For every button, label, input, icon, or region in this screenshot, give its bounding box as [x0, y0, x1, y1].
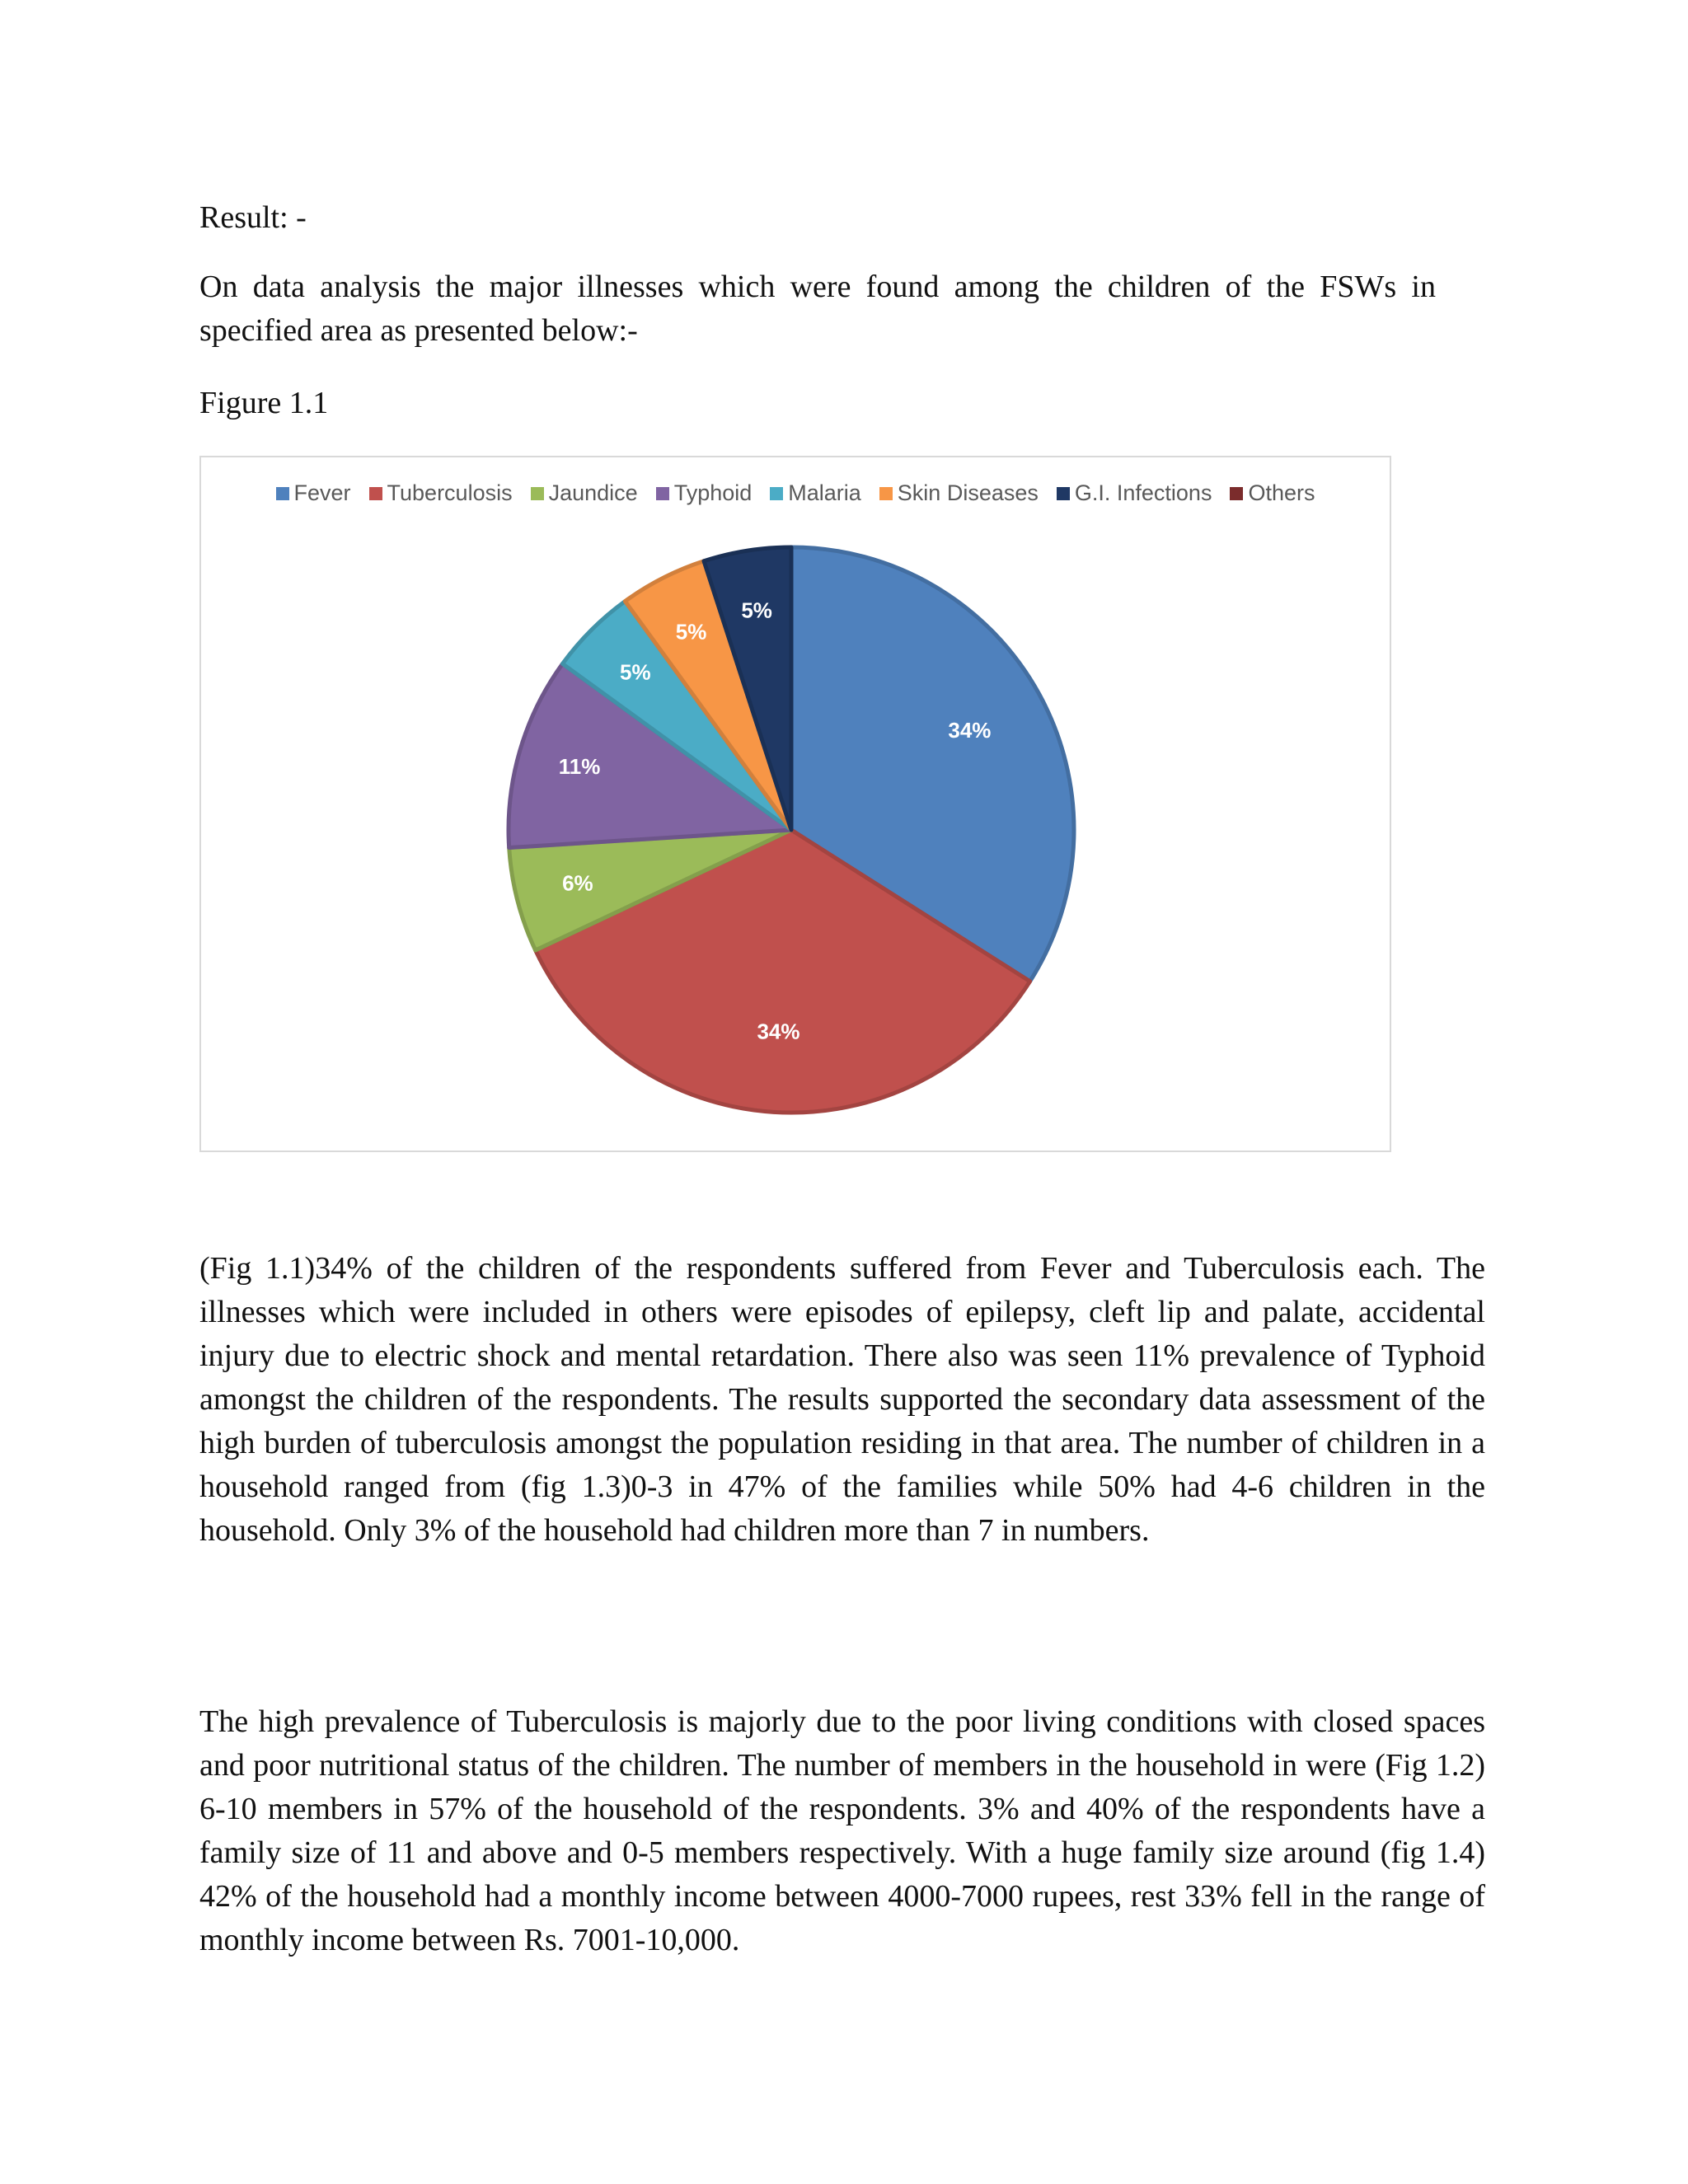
slice-label: 5% — [675, 619, 707, 644]
legend-label: Jaundice — [548, 480, 638, 505]
slice-label: 34% — [757, 1019, 800, 1044]
slice-label: 6% — [562, 870, 593, 896]
legend-label: Malaria — [788, 480, 861, 505]
legend-label: Others — [1248, 480, 1315, 505]
legend-label: G.I. Infections — [1074, 480, 1212, 505]
legend-label: Skin Diseases — [897, 480, 1039, 505]
legend-label: Tuberculosis — [387, 480, 513, 505]
slice-label: 5% — [741, 598, 772, 623]
legend-label: Fever — [293, 480, 351, 505]
slice-label: 5% — [620, 659, 651, 685]
body-paragraph-1: (Fig 1.1)34% of the children of the respondents suffered from Fever and Tuberculosis each. The illnesses which were included in others were episodes of epilepsy, cleft lip and palate, accidental injury due to electric shock and mental retardation. There also was seen 11% prevalence of Typhoid amongst the children of the respondents. The results supported the secondary data assessment of the high burden of tuberculosis amongst the population residing in that area. The number of children in a household ranged from (fig 1.3)0-3 in 47% of the families while 50% had 4-6 children in the household. Only 3% of the household had children more than 7 in numbers. — [199, 1251, 1485, 1548]
section-heading: Result: - — [199, 200, 307, 235]
figure-label: Figure 1.1 — [199, 386, 329, 420]
slice-label: 11% — [558, 754, 601, 780]
legend-label: Typhoid — [673, 480, 753, 505]
pie-chart — [199, 456, 1391, 1152]
pie-chart-svg — [201, 457, 1390, 1151]
slice-label: 34% — [948, 717, 992, 743]
body-paragraph-2: The high prevalence of Tuberculosis is majorly due to the poor living conditions with closed spaces and poor nutritional status of the children. The number of members in the household in were (Fig 1.2) 6-10 members in 57% of the household of the respondents. 3% and 40% of the respondents have a family size of 11 and above and 0-5 members respectively. With a huge family size around (fig 1.4) 42% of the household had a monthly income between 4000-7000 rupees, rest 33% fell in the range of monthly income between Rs. 7001-10,000. — [199, 1704, 1485, 1957]
intro-paragraph: On data analysis the major illnesses which were found among the children of the FSWs in specified area as presented below:- — [199, 269, 1436, 348]
